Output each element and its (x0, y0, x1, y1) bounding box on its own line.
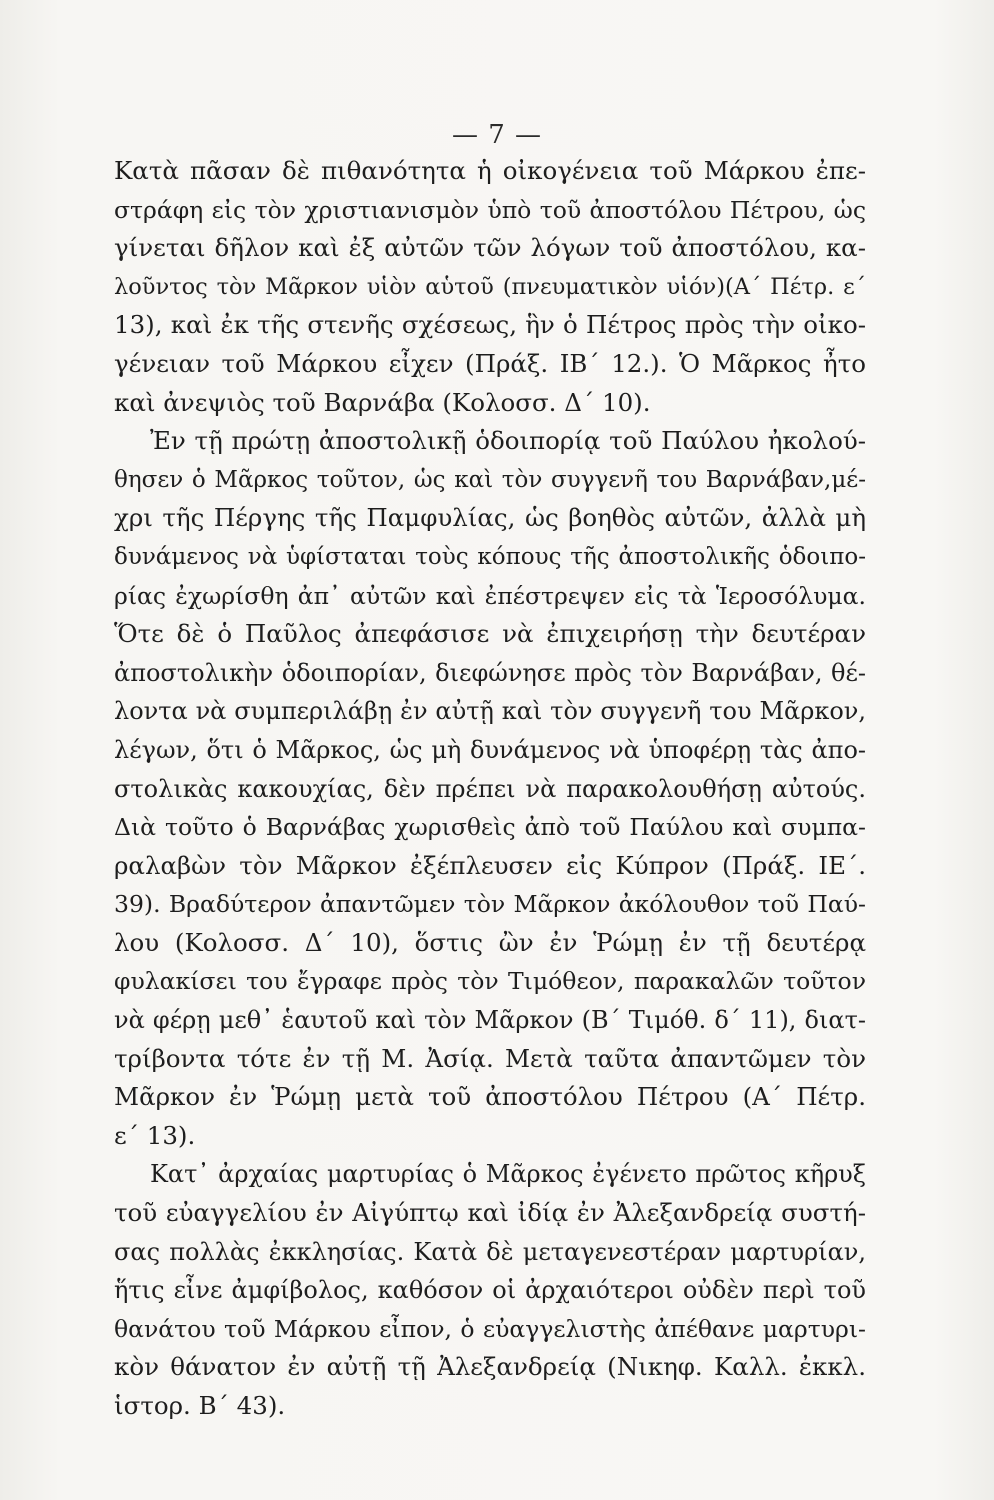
text-line: ἱστορ. Β΄ 43). (114, 1391, 286, 1420)
text-line: στολικὰς κακουχίας, δὲν πρέπει νὰ παρακολουθήσῃ αὐτούς. (114, 774, 866, 803)
text-line: ἥτις εἶνε ἀμφίβολος, καθόσον οἱ ἀρχαιότεροι οὐδὲν περὶ τοῦ (114, 1276, 866, 1305)
text-line: φυλακίσει του ἔγραφε πρὸς τὸν Τιμόθεον, παρακαλῶν τοῦτον (114, 967, 866, 996)
text-line: λοντα νὰ συμπεριλάβῃ ἐν αὐτῇ καὶ τὸν συγγενῆ του Μᾶρκον, (114, 697, 866, 726)
text-line: τρίβοντα τότε ἐν τῇ Μ. Ἀσίᾳ. Μετὰ ταῦτα ἀπαντῶμεν τὸν (114, 1043, 866, 1073)
text-line: τοῦ εὐαγγελίου ἐν Αἰγύπτῳ καὶ ἰδίᾳ ἐν Ἀλεξανδρείᾳ συστή- (114, 1198, 866, 1228)
text-line: καὶ ἀνεψιὸς τοῦ Βαρνάβα (Κολοσσ. Δ΄ 10). (114, 387, 651, 417)
text-line: στράφη εἰς τὸν χριστιανισμὸν ὑπὸ τοῦ ἀποστόλου Πέτρου, ὡς (114, 195, 866, 224)
text-line: θανάτου τοῦ Μάρκου εἶπον, ὁ εὐαγγελιστὴς ἀπέθανε μαρτυρι- (114, 1314, 866, 1343)
text-line: θησεν ὁ Μᾶρκος τοῦτον, ὡς καὶ τὸν συγγενῆ του Βαρνάβαν,μέ- (114, 466, 866, 493)
body-text (114, 152, 866, 1426)
text-line: ραλαβὼν τὸν Μᾶρκον ἐξέπλευσεν εἰς Κύπρον (Πράξ. ΙΕ΄. (114, 850, 866, 880)
text-line: κὸν θάνατον ἐν αὐτῇ τῇ Ἀλεξανδρείᾳ (Νικηφ. Καλλ. ἐκκλ. (114, 1352, 866, 1382)
text-line: χρι τῆς Πέργης τῆς Παμφυλίας, ὡς βοηθὸς αὐτῶν, ἀλλὰ μὴ (114, 503, 866, 533)
text-line: Ἐν τῇ πρώτῃ ἀποστολικῇ ὁδοιπορίᾳ τοῦ Παύλου ἠκολού- (150, 426, 866, 456)
text-line: λου (Κολοσσ. Δ΄ 10), ὅστις ὢν ἐν Ῥώμῃ ἐν τῇ δευτέρᾳ (114, 927, 866, 957)
text-line: Ὅτε δὲ ὁ Παῦλος ἀπεφάσισε νὰ ἐπιχειρήσῃ τὴν δευτέραν (114, 619, 866, 649)
text-line: 39). Βραδύτερον ἀπαντῶμεν τὸν Μᾶρκον ἀκόλουθον τοῦ Παύ- (114, 890, 866, 919)
text-line: ε΄ 13). (114, 1120, 196, 1150)
text-line: νὰ φέρῃ μεθ᾽ ἑαυτοῦ καὶ τὸν Μᾶρκον (Β΄ Τιμόθ. δ΄ 11), διατ- (114, 1006, 866, 1035)
page-number: — 7 — (451, 120, 543, 150)
text-line: γένειαν τοῦ Μάρκου εἶχεν (Πράξ. ΙΒ΄ 12.). Ὁ Μᾶρκος ἦτο (114, 348, 866, 378)
text-line: 13), καὶ ἐκ τῆς στενῆς σχέσεως, ἣν ὁ Πέτρος πρὸς τὴν οἰκο- (114, 310, 866, 340)
text-line: Κατὰ πᾶσαν δὲ πιθανότητα ἡ οἰκογένεια τοῦ Μάρκου ἐπε- (114, 156, 866, 185)
text-line: Μᾶρκον ἐν Ῥώμῃ μετὰ τοῦ ἀποστόλου Πέτρου (Α΄ Πέτρ. (114, 1082, 866, 1112)
text-line: σας πολλὰς ἐκκλησίας. Κατὰ δὲ μεταγενεστέραν μαρτυρίαν, (114, 1237, 866, 1266)
text-line: Διὰ τοῦτο ὁ Βαρνάβας χωρισθεὶς ἀπὸ τοῦ Παύλου καὶ συμπα- (114, 813, 866, 842)
text-line: Κατ᾽ ἀρχαίας μαρτυρίας ὁ Μᾶρκος ἐγένετο πρῶτος κῆρυξ (150, 1160, 866, 1189)
text-line: λέγων, ὅτι ὁ Μᾶρκος, ὡς μὴ δυνάμενος νὰ ὑποφέρῃ τὰς ἀπο- (114, 735, 866, 764)
text-line: δυνάμενος νὰ ὑφίσταται τοὺς κόπους τῆς ἀποστολικῆς ὁδοιπο- (114, 543, 866, 570)
text-line: γίνεται δῆλον καὶ ἐξ αὐτῶν τῶν λόγων τοῦ ἀποστόλου, κα- (114, 233, 866, 263)
text-line: ρίας ἐχωρίσθη ἀπ᾽ αὐτῶν καὶ ἐπέστρεψεν εἰς τὰ Ἱεροσόλυμα. (114, 581, 866, 610)
text-line: λοῦντος τὸν Μᾶρκον υἱὸν αὑτοῦ (πνευματικὸν υἱόν)(Α΄ Πέτρ. ε΄ (114, 273, 866, 300)
text-line: ἀποστολικὴν ὁδοιπορίαν, διεφώνησε πρὸς τὸν Βαρνάβαν, θέ- (114, 658, 866, 687)
